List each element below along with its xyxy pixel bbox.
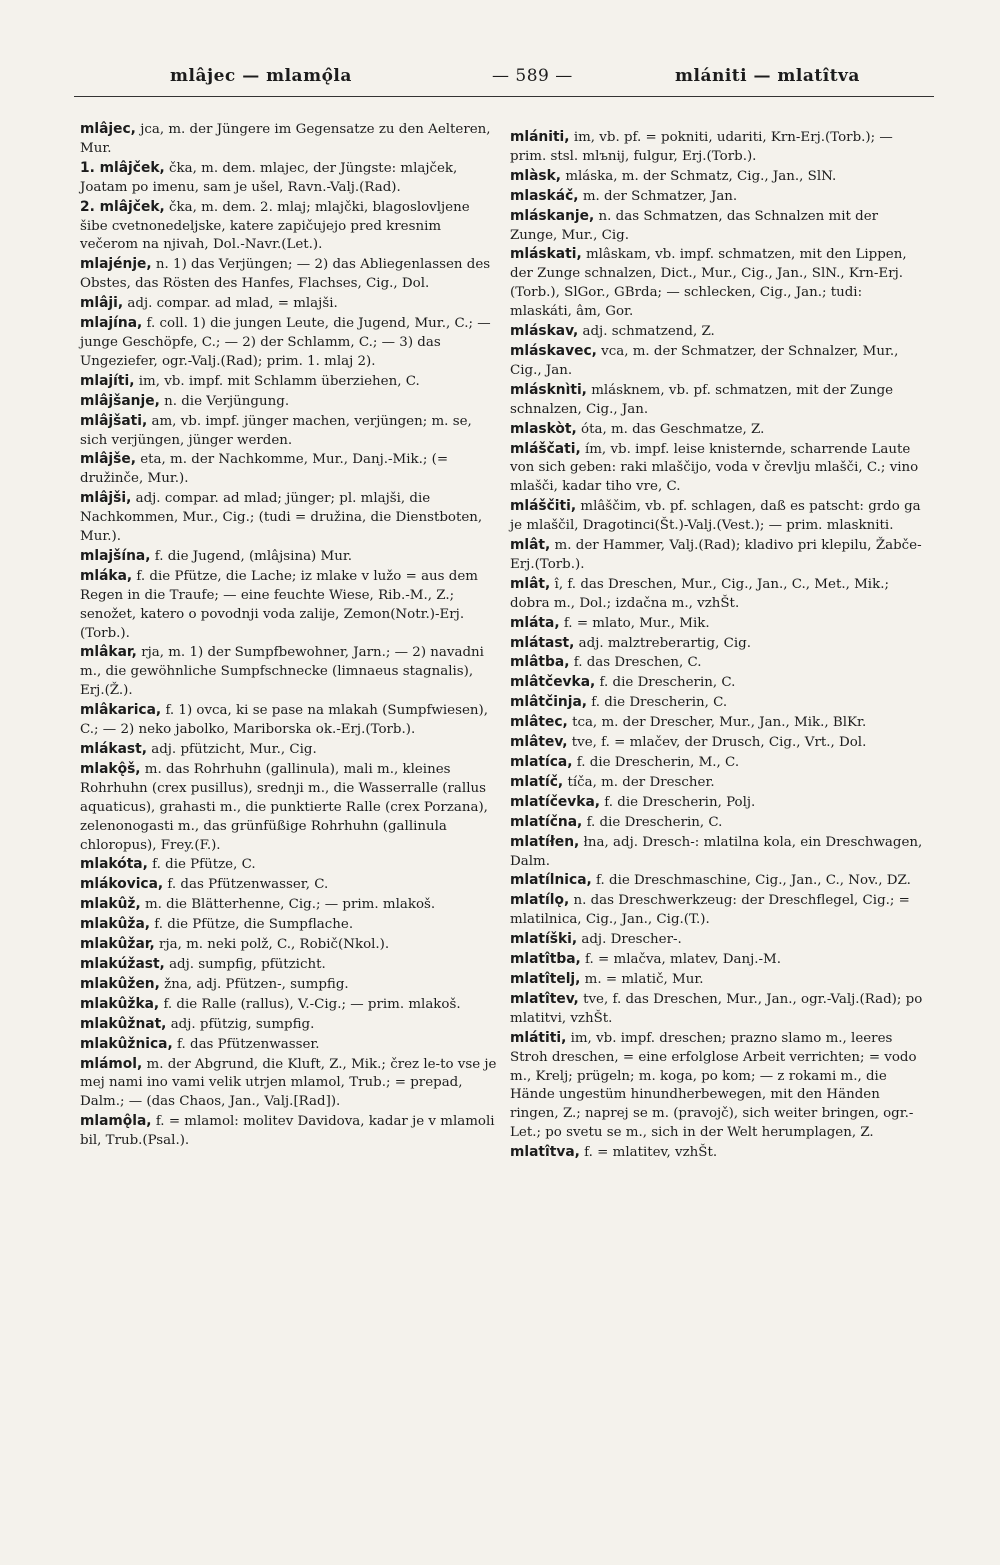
entry-headword: mlámol,: [80, 1055, 143, 1072]
dictionary-entry: [510, 440, 928, 498]
dictionary-entry: [510, 753, 928, 773]
entry-definition: adj. sumpfig, pfützicht.: [169, 956, 326, 972]
entry-definition: adj. Drescher-.: [581, 932, 682, 948]
entry-definition: ím, vb. impf. leise knisternde, scharrende Laute von sich geben: raki mlaščijo, voda v črevlju mlašči, C.; vino mlašči, kadar tiho vre, C.: [510, 441, 919, 495]
entry-definition: m. der Schmatzer, Jan.: [582, 188, 738, 204]
entry-definition: adj. malztreberartig, Cig.: [578, 635, 751, 651]
entry-definition: rja, m. 1) der Sumpfbewohner, Jarn.; — 2) navadni m., die gewöhnliche Sumpfschnecke (limnaeus stagnalis), Erj.(Ž.).: [80, 645, 484, 699]
entry-definition: tíča, m. der Drescher.: [567, 774, 715, 790]
entry-headword: mlâtčinja,: [510, 694, 588, 711]
entry-headword: mlatîtba,: [510, 951, 581, 968]
page-header: [60, 60, 940, 94]
dictionary-entry: [80, 392, 498, 412]
entry-definition: f. das Pfützenwasser, C.: [167, 877, 329, 893]
entry-definition: f. die Drescherin, C.: [599, 675, 736, 691]
entry-definition: žna, adj. Pfützen-, sumpfig.: [164, 976, 349, 992]
entry-definition: eta, m. der Nachkomme, Mur., Danj.-Mik.; (= družinče, Mur.).: [80, 452, 449, 487]
entry-definition: f. die Pfütze, die Lache; iz mlake v lužo = aus dem Regen in die Traufe; — eine feuchte Wiese, Rib.-M., Z.; senožet, katero o povodnji voda zalije, Zemon(Notr.)-Erj.(Torb.).: [80, 568, 479, 641]
entry-definition: f. die Jugend, (mlâjsina) Mur.: [154, 548, 353, 564]
entry-headword: mlániti,: [510, 129, 570, 145]
dictionary-entry: [510, 381, 928, 420]
dictionary-entry: [80, 915, 498, 935]
entry-headword: mlât,: [510, 575, 551, 592]
entry-definition: n. das Dreschwerkzeug: der Dreschflegel, Cig.; = mlatilnica, Cig., Jan., Cig.(T.).: [510, 893, 910, 928]
entry-definition: čka, m. dem. mlajec, der Jüngste: mlajček, Joatam po imenu, sam je ušel, Ravn.-Valj.(Rad).: [80, 160, 458, 195]
entry-headword: mlákovica,: [80, 876, 164, 893]
dictionary-entry: [80, 740, 498, 760]
entry-definition: f. coll. 1) die jungen Leute, die Jugend, Mur., C.; — junge Geschöpfe, C.; — 2) der Schlamm, C.; — 3) das Ungeziefer, ogr.-Valj.(Rad); prim. 1. mlaj 2).: [80, 316, 491, 369]
entry-definition: f. die Drescherin, C.: [586, 814, 723, 830]
dictionary-entry: [80, 412, 498, 451]
entry-definition: am, vb. impf. jünger machen, verjüngen; m. se, sich verjüngen, jünger werden.: [80, 413, 472, 448]
entry-headword: mlaskáč,: [510, 187, 579, 204]
entry-definition: tve, f. das Dreschen, Mur., Jan., ogr.-Valj.(Rad); po mlatitvi, vzhŠt.: [510, 991, 923, 1026]
entry-definition: n. 1) das Verjüngen; — 2) das Abliegenlassen des Obstes, das Rösten des Hanfes, Flachses, Cig., Dol.: [80, 257, 491, 292]
entry-headword: mlâjšanje,: [80, 392, 160, 409]
dictionary-entry: [510, 891, 928, 930]
entry-definition: mlâskam, vb. impf. schmatzen, mit den Lippen, der Zunge schnalzen, Dict., Mur., Cig., Jan., SlN., Krn-Erj.(Torb.), SlGor., GBrda; — schlecken, Cig., Jan.; tudi: mlaskáti, âm, Gor.: [510, 247, 907, 320]
entry-headword: mláskav,: [510, 323, 579, 340]
dictionary-entry: [80, 450, 498, 489]
entry-headword: mlatíč,: [510, 773, 564, 790]
entry-definition: im, vb. impf. mit Schlamm überziehen, C.: [138, 373, 420, 389]
dictionary-entry: [80, 935, 498, 955]
entry-headword: mlatíłen,: [510, 833, 580, 850]
dictionary-entry: [80, 159, 498, 198]
dictionary-entry: [80, 955, 498, 975]
entry-definition: tve, f. = mlačev, der Drusch, Cig., Vrt., Dol.: [571, 735, 867, 751]
entry-definition: f. die Ralle (rallus), V.-Cig.; — prim. mlakoš.: [163, 996, 461, 1012]
dictionary-entry: [80, 1112, 498, 1151]
entry-headword: mlâkar,: [80, 644, 137, 661]
entry-headword: mlâjše,: [80, 451, 136, 468]
dictionary-entry: [80, 975, 498, 995]
dictionary-entry: [510, 1143, 928, 1163]
entry-definition: tca, m. der Drescher, Mur., Jan., Mik., BlKr.: [572, 715, 867, 731]
dictionary-entry: [80, 1035, 498, 1055]
entry-headword: mlakûžar,: [80, 936, 155, 953]
entry-definition: łna, adj. Dresch-: mlatilna kola, ein Dreschwagen, Dalm.: [510, 834, 923, 869]
dictionary-entry: [80, 198, 498, 256]
entry-headword: mlâtčevka,: [510, 674, 596, 691]
dictionary-entry: [510, 1029, 928, 1143]
entry-headword: mlatílǫ,: [510, 892, 570, 909]
entry-headword: mláskavec,: [510, 342, 597, 359]
entry-headword: mlatîtev,: [510, 990, 579, 1007]
dictionary-entry: [510, 575, 928, 614]
dictionary-entry: [80, 1055, 498, 1113]
dictionary-entry: [80, 489, 498, 547]
entry-headword: mlâji,: [80, 295, 124, 312]
dictionary-entry: [510, 167, 928, 187]
dictionary-entry: [510, 733, 928, 753]
dictionary-entry: [80, 1015, 498, 1035]
entry-headword: mlajína,: [80, 315, 143, 332]
dictionary-entry: [510, 187, 928, 207]
dictionary-entry: [80, 643, 498, 701]
page-number: — 589 —: [492, 66, 573, 86]
entry-definition: î, f. das Dreschen, Mur., Cig., Jan., C., Met., Mik.; dobra m., Dol.; izdačna m., vzhŠt.: [510, 576, 889, 611]
dictionary-entry: [510, 245, 928, 322]
entry-headword: mlatîtva,: [510, 1144, 580, 1161]
entry-definition: adj. compar. ad mlad; jünger; pl. mlajši, die Nachkommen, Mur., Cig.; (tudi = družina, die Dienstboten, Mur.).: [80, 491, 483, 545]
entry-headword: mlajénje,: [80, 256, 152, 273]
dictionary-entry: [80, 314, 498, 372]
dictionary-entry: [510, 871, 928, 891]
entry-definition: adj. pfützicht, Mur., Cig.: [151, 742, 317, 757]
dictionary-entry: [80, 294, 498, 314]
entry-definition: m. der Hammer, Valj.(Rad); kladivo pri klepilu, Žabče-Erj.(Torb.).: [510, 538, 922, 572]
entry-definition: adj. pfützig, sumpfig.: [170, 1016, 315, 1032]
dictionary-entry: [80, 372, 498, 392]
entry-headword: mlásknìti,: [510, 381, 587, 398]
dictionary-entry: [510, 833, 928, 872]
entry-headword: mlàsk,: [510, 167, 562, 184]
dictionary-entry: [510, 793, 928, 813]
entry-headword: mlâkarica,: [80, 702, 162, 719]
entry-headword: mlakûžnat,: [80, 1015, 167, 1032]
entry-definition: adj. compar. ad mlad, = mlajši.: [127, 296, 338, 312]
entry-definition: f. die Dreschmaschine, Cig., Jan., C., Nov., DZ.: [596, 873, 911, 889]
entry-definition: čka, m. dem. 2. mlaj; mlajčki, blagoslovljene šibe cvetnonedeljske, katere zapičujejo pred kresnim večerom na njivah, Dol.-Navr.(Let.).: [80, 199, 470, 253]
entry-headword: mlâtec,: [510, 714, 568, 731]
entry-headword: mlátiti,: [510, 1029, 567, 1046]
entry-headword: mlajíti,: [80, 372, 135, 389]
dictionary-entry: [80, 875, 498, 895]
entry-definition: f. = mlato, Mur., Mik.: [563, 615, 710, 631]
dictionary-entry: [510, 322, 928, 342]
dictionary-entry: [510, 634, 928, 654]
entry-definition: m. der Abgrund, die Kluft, Z., Mik.; črez le-to vse je mej nami ino vami velik utrjen mlamol, Trub.; = prepad, Dalm.; — (das Chaos, Jan., Valj.[Rad]).: [80, 1056, 497, 1110]
right-column: [510, 128, 928, 1163]
entry-headword: mlakûžka,: [80, 995, 160, 1012]
dictionary-entry: [80, 567, 498, 644]
entry-headword: mláta,: [510, 614, 560, 631]
dictionary-entry: [510, 813, 928, 833]
entry-definition: m. = mlatič, Mur.: [584, 971, 704, 987]
dictionary-entry: [80, 895, 498, 915]
entry-headword: mlatíčna,: [510, 813, 583, 830]
entry-headword: mlatîtelj,: [510, 970, 581, 987]
left-column: [80, 120, 498, 1151]
entry-definition: f. = mlatitev, vzhŠt.: [584, 1145, 718, 1161]
entry-headword: mláskati,: [510, 246, 582, 263]
dictionary-entry: [510, 653, 928, 673]
entry-headword: mláščati,: [510, 440, 581, 457]
dictionary-entry: [510, 990, 928, 1029]
entry-headword: mláskanje,: [510, 207, 595, 224]
entry-definition: jca, m. der Jüngere im Gegensatze zu den Aelteren, Mur.: [80, 122, 491, 156]
dictionary-entry: [510, 773, 928, 793]
entry-definition: f. 1) ovca, ki se pase na mlakah (Sumpfwiesen), C.; — 2) neko jabolko, Mariborska ok.-Erj.(Torb.).: [80, 703, 488, 738]
entry-definition: im, vb. pf. = pokniti, udariti, Krn-Erj.(Torb.); — prim. stsl. mlъnij, fulgur, Erj.(Torb.).: [510, 130, 893, 164]
header-rule: [74, 96, 934, 97]
entry-headword: mláka,: [80, 567, 133, 584]
dictionary-entry: [80, 760, 498, 856]
entry-definition: f. die Pfütze, C.: [152, 857, 256, 873]
dictionary-entry: [510, 713, 928, 733]
entry-headword: mlatíca,: [510, 754, 573, 770]
entry-headword: 2. mlâjček,: [80, 198, 165, 215]
entry-headword: mlâtev,: [510, 734, 568, 751]
entry-headword: mlamǫ̂la,: [80, 1113, 152, 1130]
dictionary-entry: [510, 207, 928, 246]
entry-definition: f. das Dreschen, C.: [573, 655, 702, 671]
header-right-guide: mlániti — mlatîtva: [675, 66, 860, 86]
entry-definition: mláska, m. der Schmatz, Cig., Jan., SlN.: [565, 168, 837, 184]
entry-definition: vca, m. der Schmatzer, der Schnalzer, Mur., Cig., Jan.: [510, 343, 899, 378]
entry-headword: mlakúžast,: [80, 955, 165, 972]
entry-headword: mlátast,: [510, 634, 575, 651]
entry-definition: n. die Verjüngung.: [164, 393, 290, 409]
header-left-guide: mlâjec — mlamǫ̂la: [170, 66, 352, 86]
dictionary-entry: [510, 693, 928, 713]
dictionary-entry: [80, 255, 498, 294]
entry-headword: mlakóta,: [80, 856, 148, 873]
dictionary-entry: [80, 120, 498, 159]
entry-definition: im, vb. impf. dreschen; prazno slamo m., leeres Stroh dreschen, = eine erfolglose Arbeit verrichten; = vodo m., Krelj; prügeln; m. koga, po kom; — z rokami m., die Hände ungestüm hinundherbewegen, mit den Händen ringen, Z.; naprej se m. (pravojč), sich weiter bringen, ogr.-Let.; po svetu se m., sich in der Welt herumplagen, Z.: [510, 1030, 917, 1141]
entry-headword: mlakûžnica,: [80, 1035, 173, 1052]
entry-headword: mlât,: [510, 537, 551, 554]
entry-headword: mlajšína,: [80, 547, 151, 564]
entry-headword: mlakǫ̂š,: [80, 760, 141, 777]
dictionary-entry: [510, 930, 928, 950]
entry-headword: mlatílnica,: [510, 872, 592, 889]
entry-headword: mlâtba,: [510, 654, 570, 671]
entry-headword: 1. mlâjček,: [80, 159, 165, 176]
dictionary-entry: [510, 128, 928, 167]
entry-headword: mlaskòt,: [510, 420, 577, 437]
entry-definition: f. das Pfützenwasser.: [177, 1036, 320, 1052]
dictionary-entry: [510, 950, 928, 970]
entry-headword: mlákast,: [80, 741, 147, 757]
entry-headword: mlâjec,: [80, 121, 136, 137]
entry-definition: n. das Schmatzen, das Schnalzen mit der Zunge, Mur., Cig.: [510, 208, 879, 243]
entry-headword: mlakûžen,: [80, 975, 160, 992]
entry-definition: f. die Drescherin, C.: [591, 695, 728, 711]
entry-definition: f. = mlamol: molitev Davidova, kadar je v mlamoli bil, Trub.(Psal.).: [80, 1114, 495, 1149]
dictionary-entry: [80, 995, 498, 1015]
dictionary-entry: [510, 614, 928, 634]
entry-headword: mlakûža,: [80, 916, 150, 933]
entry-definition: rja, m. neki polž, C., Robič(Nkol.).: [159, 937, 390, 953]
entry-definition: mlâščim, vb. pf. schlagen, daß es patscht: grdo ga je mlaščil, Dragotinci(Št.)-Valj.(Vest.); — prim. mlaskniti.: [510, 499, 921, 534]
entry-definition: f. die Drescherin, Polj.: [604, 794, 756, 810]
entry-definition: mlásknem, vb. pf. schmatzen, mit der Zunge schnalzen, Cig., Jan.: [510, 382, 894, 417]
dictionary-entry: [510, 497, 928, 536]
entry-headword: mláščiti,: [510, 498, 577, 515]
dictionary-entry: [510, 420, 928, 440]
entry-definition: óta, m. das Geschmatze, Z.: [581, 421, 765, 437]
entry-headword: mlatíški,: [510, 931, 578, 948]
dictionary-entry: [510, 536, 928, 575]
dictionary-entry: [80, 701, 498, 740]
entry-definition: m. die Blätterhenne, Cig.; — prim. mlakoš.: [144, 897, 436, 913]
dictionary-entry: [510, 673, 928, 693]
entry-definition: f. die Pfütze, die Sumpflache.: [154, 917, 354, 933]
entry-headword: mlâjši,: [80, 490, 132, 507]
dictionary-entry: [80, 547, 498, 567]
entry-definition: m. das Rohrhuhn (gallinula), mali m., kleines Rohrhuhn (crex pusillus), srednji m., die Wasserralle (rallus aquaticus), grahasti m., die punktierte Ralle (crex Porzana), zelenonogasti m., das grünfüßige Rohrhuhn (gallinula chloropus), Frey.(F.).: [80, 761, 488, 853]
entry-headword: mlatíčevka,: [510, 793, 600, 810]
dictionary-entry: [80, 855, 498, 875]
entry-headword: mlâjšati,: [80, 412, 148, 429]
entry-definition: f. die Drescherin, M., C.: [576, 755, 740, 770]
dictionary-entry: [510, 342, 928, 381]
dictionary-entry: [510, 970, 928, 990]
entry-headword: mlakûž,: [80, 896, 141, 913]
entry-definition: adj. schmatzend, Z.: [582, 324, 715, 340]
entry-definition: f. = mlačva, mlatev, Danj.-M.: [585, 952, 782, 968]
